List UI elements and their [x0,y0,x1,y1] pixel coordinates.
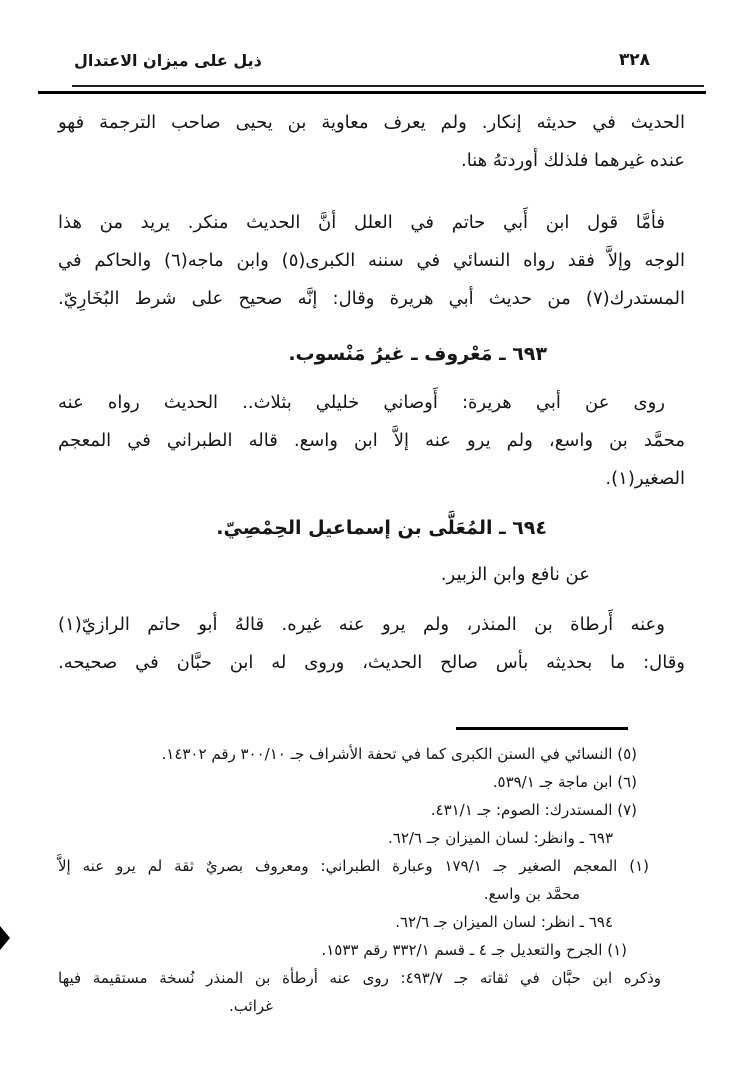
footnote-1a-line1: (١) المعجم الصغير جـ ١٧٩/١ وعبارة الطبراني: ومعروف بصريٌ ثقة لم يرو عنه إلاَّ [58,857,649,875]
paragraph2-line2: الوجه وإلاَّ فقد رواه النسائي في سننه الكبرى(٥) وابن ماجه(٦) والحاكم في [58,250,686,271]
entry-694-heading: ٦٩٤ ـ المُعَلَّى بن إسماعيل الحِمْصِيّ. [216,517,547,539]
footnotes [58,740,685,1020]
header-rule-thick [38,91,706,94]
footnote-7: (٧) المستدرك: الصوم: جـ ٤٣١/١. [430,801,637,819]
entry-694-line2: وقال: ما بحديثه بأس صالح الحديث، وروى له ابن حبَّان في صحيحه. [58,652,685,673]
footnote-ibn-hibban-line2: غرائب. [229,997,273,1015]
entry-694-isnad: عن نافع وابن الزبير. [440,564,590,585]
entry-693-line1: روى عن أبي هريرة: أَوصاني خليلي بثلاث.. الحديث رواه عنه [58,392,665,413]
entry-693-line3: الصغير(١). [605,468,685,489]
footnote-693-see: ٦٩٣ ـ وانظر: لسان الميزان جـ ٦٢/٦. [387,829,613,847]
footnote-6: (٦) ابن ماجة جـ ٥٣٩/١. [492,773,637,791]
running-title: ذيل على ميزان الاعتدال [74,51,262,70]
footnote-separator [456,727,628,730]
entry-693-line2: محمَّد بن واسع، ولم يرو عنه إلاَّ ابن واسع. قاله الطبراني في المعجم [58,430,685,451]
scan-artifact [0,926,10,950]
footnote-1a-line2: محمَّد بن واسع. [483,885,580,903]
footnote-694-see: ٦٩٤ ـ انظر: لسان الميزان جـ ٦٢/٦. [395,913,613,931]
footnote-1b: (١) الجرح والتعديل جـ ٤ ـ قسم ٣٣٢/١ رقم ١٥٣٣. [321,941,627,959]
entry-694-line1: وعنه أَرطاة بن المنذر، ولم يرو عنه غيره. قالهُ أبو حاتم الرازيّ(١) [58,614,665,635]
page-number: ٣٢٨ [618,50,650,70]
page-header [40,50,702,70]
paragraph1-line1: الحديث في حديثه إنكار. ولم يعرف معاوية بن يحيى صاحب الترجمة فهو [58,112,685,133]
paragraph2-line1: فأمَّا قول ابن أَبي حاتم في العلل أنَّ الحديث منكر. يريد من هذا [58,212,665,233]
header-rule-thin [72,85,704,87]
footnote-ibn-hibban-line1: وذكره ابن حبَّان في ثقاته جـ ٤٩٣/٧: روى عنه أرطأة بن المنذر نُسخة مستقيمة فيها [58,969,662,987]
footnote-5: (٥) النسائي في السنن الكبرى كما في تحفة الأشراف جـ ٣٠٠/١٠ رقم ١٤٣٠٢. [161,745,637,763]
entry-693-heading: ٦٩٣ ـ مَعْروف ـ غيرُ مَنْسوب. [288,343,547,365]
paragraph2-line3: المستدرك(٧) من حديث أبي هريرة وقال: إنَّه صحيح على شرط البُخَارِيّ. [58,288,685,309]
main-text [58,104,685,682]
paragraph1-line2: عنده غيرهما فلذلك أوردتهُ هنا. [461,150,685,171]
